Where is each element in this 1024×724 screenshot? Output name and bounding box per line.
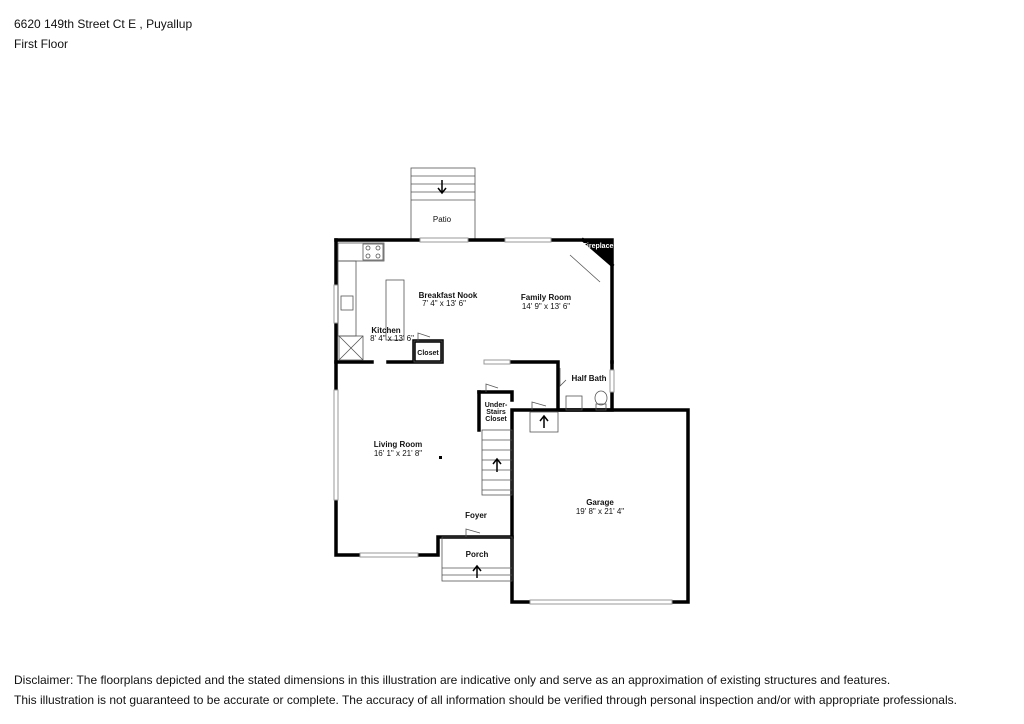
interior-opening [484, 360, 510, 364]
porch-label: Porch [465, 550, 489, 559]
family-room-label: Family Room [520, 293, 572, 302]
patio [411, 168, 475, 240]
garage-door [530, 600, 672, 604]
disclaimer [14, 670, 957, 710]
patio-label: Patio [432, 215, 452, 224]
garage-step-arrow-icon [540, 416, 548, 428]
half-bath-window [610, 370, 614, 392]
breakfast-nook-dims: 7' 4" x 13' 6" [422, 299, 466, 308]
patio-outline [411, 168, 475, 240]
breakfast-nook-label: Breakfast Nook [418, 291, 478, 300]
sink-icon [341, 296, 353, 310]
garage-dims: 19' 8" x 21' 4" [575, 507, 625, 516]
family-window [505, 238, 551, 242]
living-room-label: Living Room [373, 440, 423, 449]
garage-steps [530, 402, 558, 432]
address-title: 6620 149th Street Ct E , Puyallup [14, 17, 193, 31]
kitchen-dims: 8' 4" x 13' 6" [370, 334, 414, 343]
closet-label: Closet [417, 350, 439, 357]
disclaimer-line-2: This illustration is not guaranteed to be accurate or complete. The accuracy of all information should be verified through personal inspection and/or with appropriate professionals. [14, 693, 957, 707]
kitchen-label: Kitchen [371, 326, 401, 335]
living-window [334, 390, 338, 500]
patio-door [420, 238, 468, 242]
front-window [360, 553, 418, 557]
foyer-label: Foyer [465, 511, 487, 520]
family-room-dims: 14' 9" x 13' 6" [521, 302, 571, 311]
stairs [482, 384, 512, 495]
under-stairs-label-2: Stairs [486, 409, 506, 416]
living-room-marker [439, 456, 442, 459]
vanity-icon [566, 396, 582, 410]
under-stairs-label-3: Closet [485, 416, 507, 423]
kitchen-window [334, 285, 338, 323]
disclaimer-line-1: Disclaimer: The floorplans depicted and the stated dimensions in this illustration are indicative only and serve as an approximation of existing structures and features. [14, 673, 891, 687]
garage-label: Garage [586, 498, 614, 507]
fireplace-label: Fireplace [582, 243, 614, 250]
fireplace-edge [570, 255, 600, 282]
half-bath-door [560, 368, 566, 386]
floor-title: First Floor [14, 37, 68, 51]
living-room-dims: 16' 1" x 21' 8" [373, 449, 423, 458]
toilet-icon [595, 391, 607, 405]
stove-icon [363, 244, 383, 260]
counter-top [338, 243, 384, 261]
under-stairs-label-1: Under- [484, 402, 508, 409]
half-bath-label: Half Bath [571, 374, 607, 383]
patio-arrow-icon [438, 180, 446, 193]
